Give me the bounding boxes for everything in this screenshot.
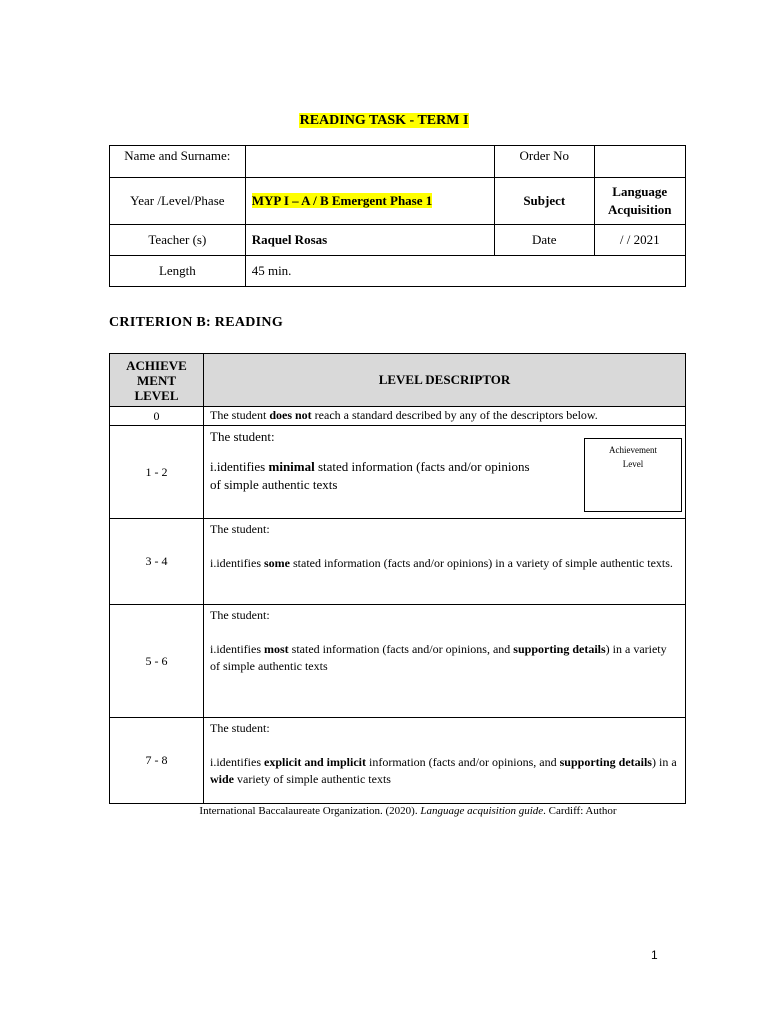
header-line: ACHIEVE	[126, 357, 187, 373]
citation-text: . Cardiff: Author	[543, 805, 617, 817]
table-row	[110, 178, 686, 225]
title-text: READING TASK - TERM	[299, 113, 463, 128]
subject-value: Language Acquisition	[594, 178, 685, 225]
citation-title: Language acquisition guide	[420, 805, 544, 817]
header-line: LEVEL	[134, 387, 179, 403]
level-cell: 7 - 8	[110, 718, 204, 804]
level-cell: 5 - 6	[110, 605, 204, 718]
descriptor-cell	[204, 407, 686, 426]
descriptor-text: stated information (facts and/or opinions) in a variety of simple authentic texts.	[290, 556, 673, 570]
table-row	[110, 407, 686, 426]
table-row	[110, 225, 686, 256]
achievement-level-header	[110, 354, 204, 407]
descriptor-text: i.identifies	[210, 642, 264, 656]
name-label: Name and Surname:	[110, 146, 246, 178]
descriptor-intro: The student:	[210, 608, 270, 622]
descriptor-text: The student	[210, 408, 270, 422]
level-cell: 0	[110, 407, 204, 426]
descriptor-bold: explicit and implicit	[264, 755, 366, 769]
descriptor-text: information (facts and/or opinions, and	[366, 755, 560, 769]
year-label: Year /Level/Phase	[110, 178, 246, 225]
descriptor-line	[210, 754, 679, 788]
descriptor-bold: minimal	[268, 459, 315, 474]
level-cell: 3 - 4	[110, 519, 204, 605]
year-value-text: MYP I – A / B Emergent Phase 1	[251, 193, 433, 208]
descriptor-text: i.identifies	[210, 556, 264, 570]
descriptor-cell	[204, 605, 686, 718]
table-row	[110, 718, 686, 804]
table-row	[110, 605, 686, 718]
descriptor-text: stated information (facts and/or opinions	[314, 459, 530, 474]
achievement-box-label: Achievement	[609, 445, 657, 455]
title-term-number: I	[462, 113, 469, 128]
descriptor-text: ) in a variety of simple authentic texts	[210, 642, 667, 673]
table-row	[110, 519, 686, 605]
descriptor-bold: does not	[269, 408, 312, 422]
teacher-label: Teacher (s)	[110, 225, 246, 256]
page-title	[0, 113, 768, 129]
descriptor-text: reach a standard described by any of the descriptors below.	[311, 408, 598, 422]
year-value	[245, 178, 494, 225]
length-value: 45 min.	[245, 256, 685, 287]
title-highlight	[299, 113, 470, 128]
descriptor-bold: supporting details	[559, 755, 652, 769]
descriptor-text: ) in a	[651, 755, 677, 769]
descriptor-bold: some	[264, 556, 290, 570]
descriptor-line	[210, 555, 679, 572]
table-header-row	[110, 354, 686, 407]
name-field[interactable]	[245, 146, 494, 178]
descriptor-intro: The student:	[210, 721, 270, 735]
table-row	[110, 146, 686, 178]
header-line: MENT	[137, 372, 176, 388]
descriptor-bold: supporting details	[513, 642, 606, 656]
descriptor-text: i.identifies	[210, 755, 264, 769]
citation	[0, 805, 768, 817]
descriptor-text: i.identifies	[210, 459, 269, 474]
descriptor-text: variety of simple authentic texts	[234, 772, 391, 786]
criterion-heading: CRITERION B: READING	[109, 315, 284, 330]
citation-text: International Baccalaureate Organization. (2020).	[199, 805, 421, 817]
descriptor-cell	[204, 718, 686, 804]
descriptor-line	[210, 641, 679, 675]
date-label: Date	[495, 225, 595, 256]
achievement-box-label: Level	[622, 459, 644, 469]
student-info-table	[109, 145, 686, 287]
table-row	[110, 256, 686, 287]
subject-label: Subject	[495, 178, 595, 225]
descriptor-bold: wide	[210, 772, 234, 786]
descriptor-intro: The student:	[210, 522, 270, 536]
descriptor-cell	[204, 519, 686, 605]
order-field[interactable]	[594, 146, 685, 178]
date-value[interactable]: / / 2021	[594, 225, 685, 256]
descriptor-text: stated information (facts and/or opinions, and	[288, 642, 514, 656]
level-descriptor-table	[109, 353, 686, 804]
descriptor-intro: The student:	[210, 429, 275, 444]
descriptor-bold: most	[264, 642, 289, 656]
level-descriptor-header: LEVEL DESCRIPTOR	[204, 354, 686, 407]
teacher-value: Raquel Rosas	[245, 225, 494, 256]
order-label: Order No	[495, 146, 595, 178]
level-cell: 1 - 2	[110, 426, 204, 519]
achievement-level-box[interactable]	[584, 438, 682, 512]
descriptor-text: of simple authentic texts	[210, 477, 338, 492]
page-number: 1	[651, 948, 658, 962]
length-label: Length	[110, 256, 246, 287]
